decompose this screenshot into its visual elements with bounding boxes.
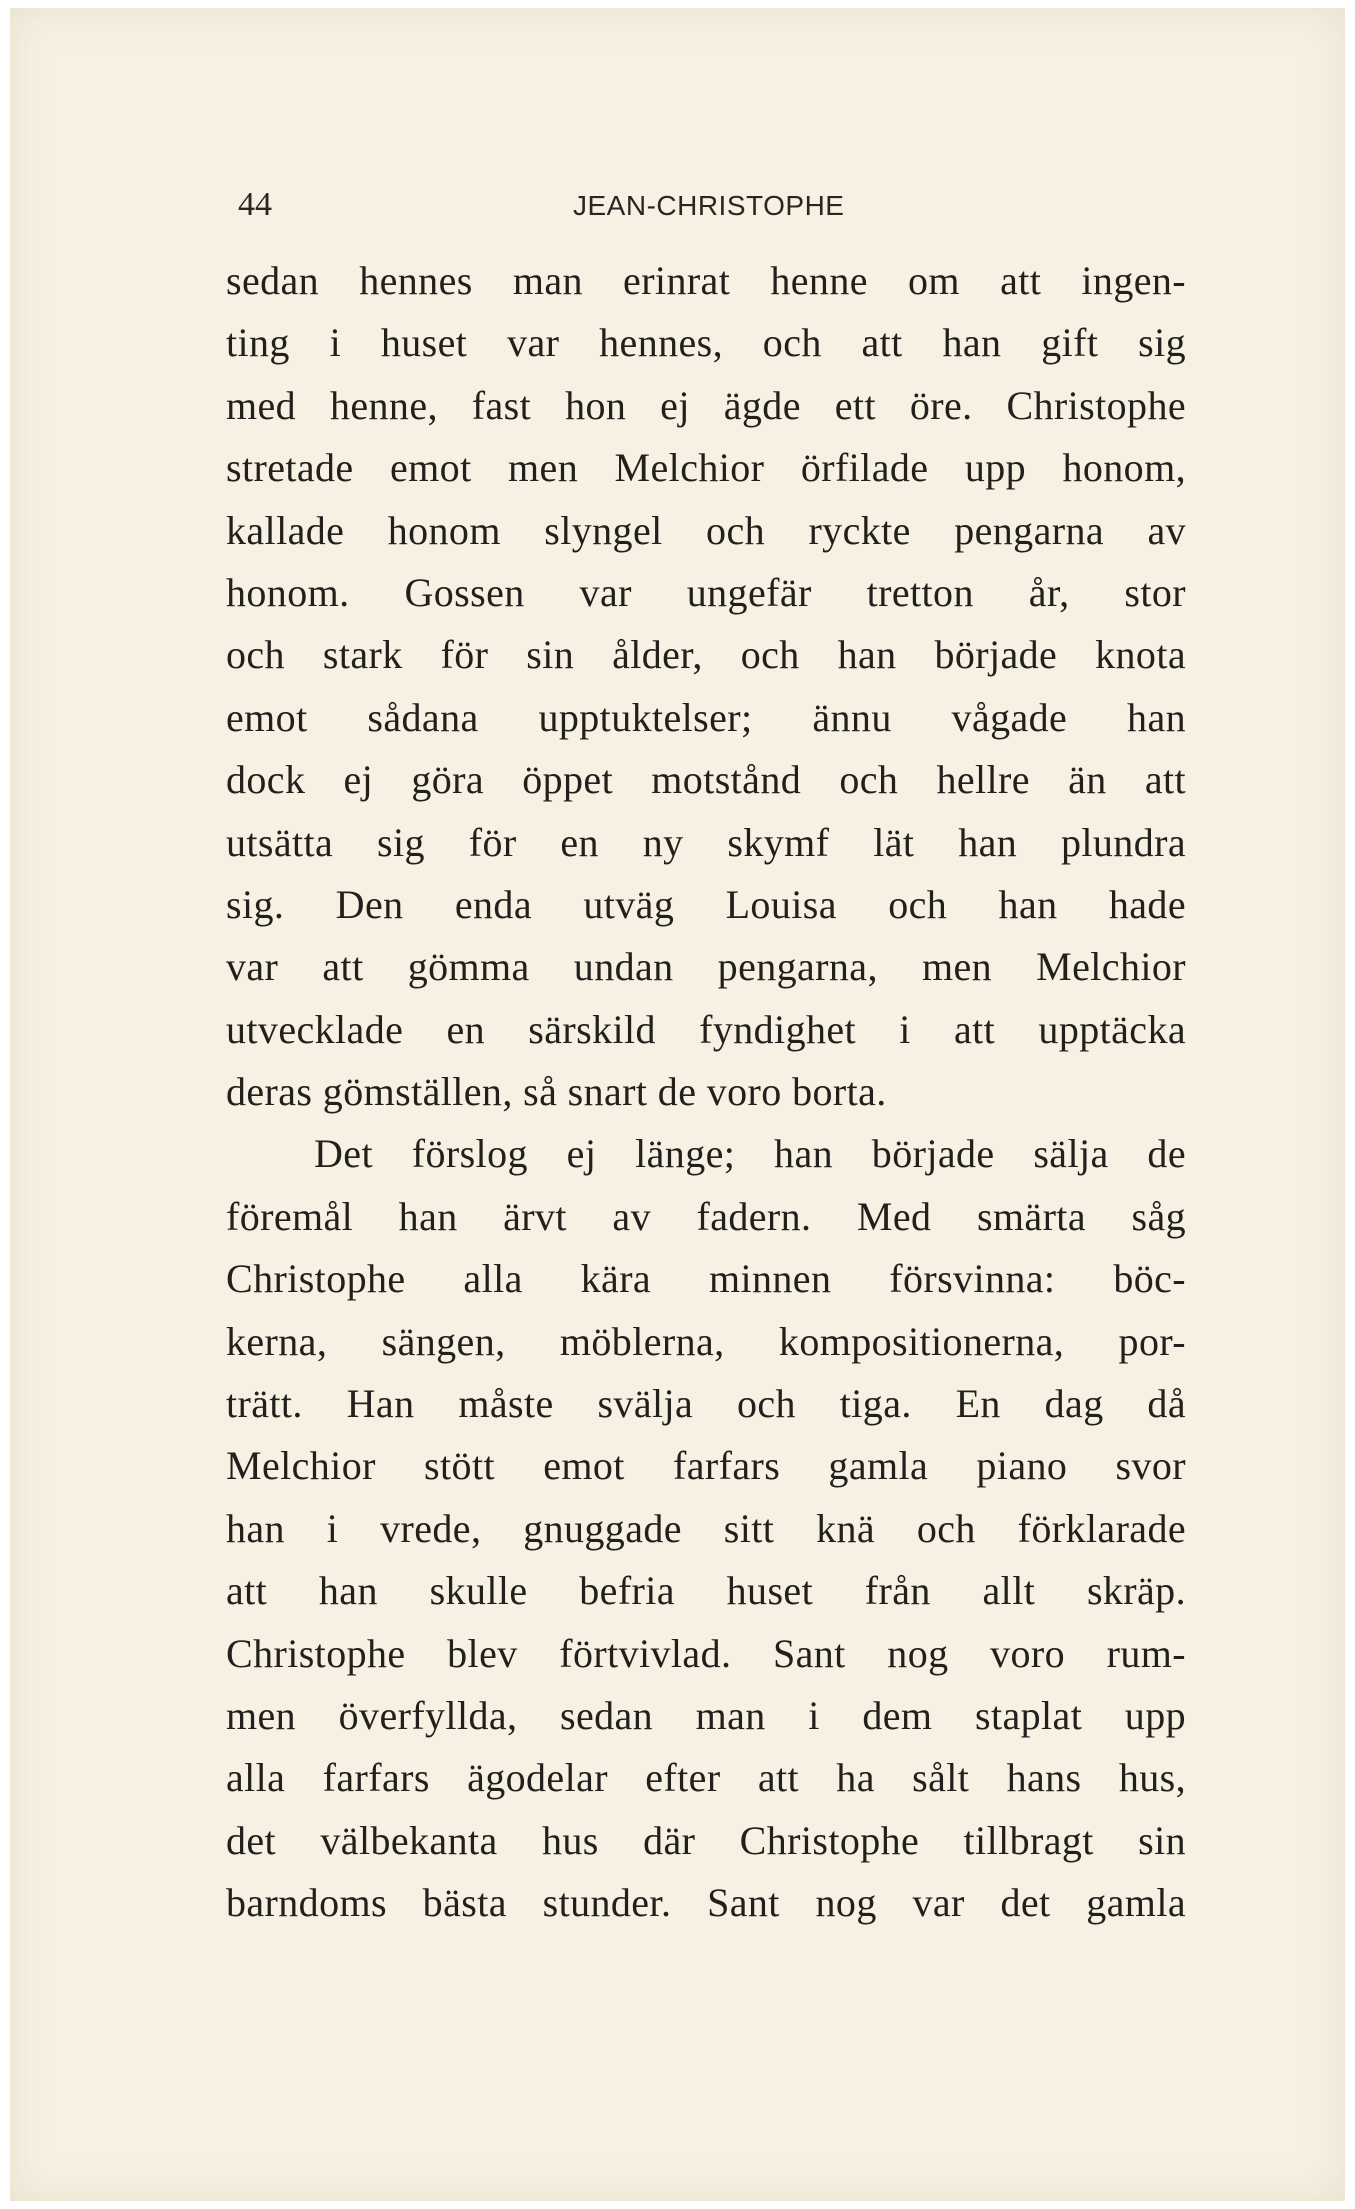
text-line: utsätta sig för en ny skymf lät han plundra bbox=[226, 819, 1186, 865]
running-head: JEAN-CHRISTOPHE bbox=[573, 190, 845, 221]
text-line: sig. Den enda utväg Louisa och han hade bbox=[226, 881, 1186, 927]
text-line: alla farfars ägodelar efter att ha sålt hans hus, bbox=[226, 1755, 1186, 1801]
paragraph bbox=[226, 250, 1186, 1123]
paragraph bbox=[226, 1123, 1186, 1934]
text-line: och stark för sin ålder, och han började knota bbox=[226, 632, 1186, 678]
page-header bbox=[238, 186, 1198, 236]
text-line: Christophe blev förtvivlad. Sant nog voro rum- bbox=[226, 1630, 1186, 1676]
text-line: det välbekanta hus där Christophe tillbragt sin bbox=[226, 1817, 1186, 1863]
text-line: emot sådana upptuktelser; ännu vågade han bbox=[226, 694, 1186, 740]
text-line: utvecklade en särskild fyndighet i att upptäcka bbox=[226, 1006, 1186, 1052]
text-line: kerna, sängen, möblerna, kompositionerna, por- bbox=[226, 1318, 1186, 1364]
text-line: trätt. Han måste svälja och tiga. En dag då bbox=[226, 1381, 1186, 1427]
text-line: Melchior stött emot farfars gamla piano svor bbox=[226, 1443, 1186, 1489]
text-line: men överfyllda, sedan man i dem staplat upp bbox=[226, 1692, 1186, 1738]
text-line: dock ej göra öppet motstånd och hellre än att bbox=[226, 757, 1186, 803]
body-text bbox=[226, 250, 1186, 1935]
text-line: med henne, fast hon ej ägde ett öre. Christophe bbox=[226, 382, 1186, 428]
text-line: barndoms bästa stunder. Sant nog var det gamla bbox=[226, 1880, 1186, 1926]
text-line: ting i huset var hennes, och att han gift sig bbox=[226, 320, 1186, 366]
text-line: Det förslog ej länge; han började sälja de bbox=[314, 1131, 1186, 1177]
text-line: kallade honom slyngel och ryckte pengarna av bbox=[226, 507, 1186, 553]
text-line: att han skulle befria huset från allt skräp. bbox=[226, 1568, 1186, 1614]
text-line: honom. Gossen var ungefär tretton år, stor bbox=[226, 569, 1186, 615]
text-line: han i vrede, gnuggade sitt knä och förklarade bbox=[226, 1505, 1186, 1551]
text-line: Christophe alla kära minnen försvinna: böc- bbox=[226, 1256, 1186, 1302]
text-line: var att gömma undan pengarna, men Melchior bbox=[226, 944, 1186, 990]
text-line: sedan hennes man erinrat henne om att ingen- bbox=[226, 258, 1186, 303]
text-line: deras gömställen, så snart de voro borta. bbox=[226, 1069, 887, 1115]
page-number: 44 bbox=[238, 186, 272, 223]
text-line: stretade emot men Melchior örfilade upp honom, bbox=[226, 445, 1186, 491]
text-line: föremål han ärvt av fadern. Med smärta såg bbox=[226, 1193, 1186, 1239]
